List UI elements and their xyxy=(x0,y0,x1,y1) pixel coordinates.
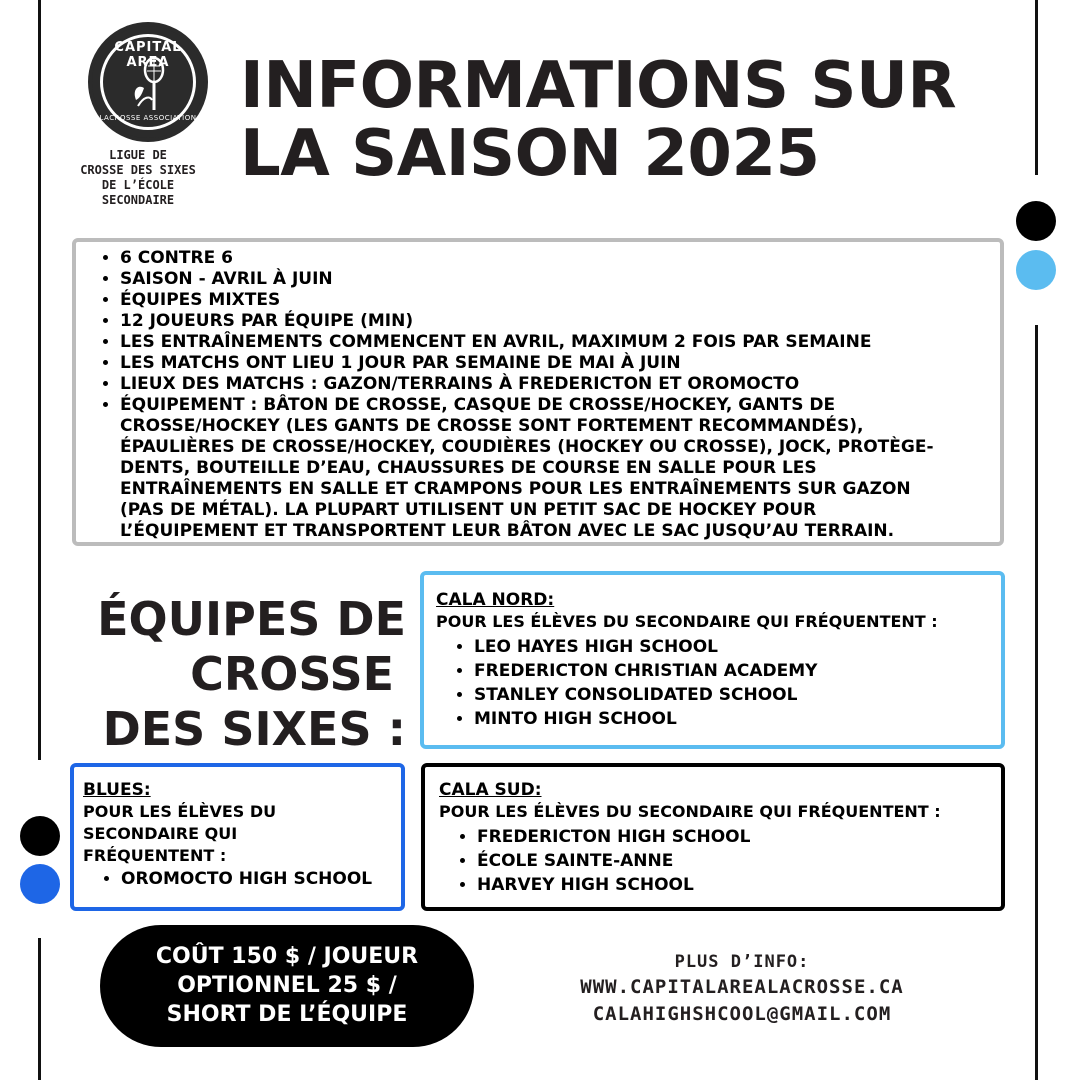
logo-caption-line: CROSSE DES SIXES xyxy=(80,163,196,177)
right-blue-dot xyxy=(1016,250,1056,290)
association-logo xyxy=(88,22,208,142)
logo-caption-line: LIGUE DE xyxy=(109,148,167,162)
school-list xyxy=(83,867,401,891)
teams-heading-line: DES SIXES : xyxy=(102,702,406,756)
school-list xyxy=(436,635,1001,731)
cost-line: SHORT DE L’ÉQUIPE xyxy=(166,1002,408,1027)
school-item: • FREDERICTON CHRISTIAN ACADEMY xyxy=(474,659,1001,683)
school-list xyxy=(439,825,1001,897)
school-item: • ÉCOLE SAINTE-ANNE xyxy=(477,849,1001,873)
season-info-box xyxy=(72,238,1004,546)
team-box-blues xyxy=(70,763,405,911)
info-item: • SAISON - AVRIL À JUIN xyxy=(120,269,1000,290)
team-title: CALA NORD: xyxy=(436,590,555,610)
left-black-dot xyxy=(20,816,60,856)
right-border-line-top xyxy=(1035,0,1038,175)
teams-heading xyxy=(96,592,406,757)
logo-caption-line: DE L’ÉCOLE xyxy=(101,178,175,192)
left-border-line-bottom xyxy=(38,938,41,1080)
team-title: BLUES: xyxy=(83,780,151,800)
info-item: • LES ENTRAÎNEMENTS COMMENCENT EN AVRIL, MAXIMUM 2 FOIS PAR SEMAINE xyxy=(120,332,1000,353)
teams-heading-line: CROSSE xyxy=(190,647,394,701)
logo-caption-line: SECONDAIRE xyxy=(101,193,175,207)
page-title xyxy=(240,49,957,191)
page-title-line-2: LA SAISON 2025 xyxy=(240,117,820,191)
team-description: POUR LES ÉLÈVES DU SECONDAIRE QUI FRÉQUENTENT : xyxy=(439,802,941,821)
info-item: • 12 JOUEURS PAR ÉQUIPE (MIN) xyxy=(120,311,1000,332)
team-title: CALA SUD: xyxy=(439,780,542,800)
lacrosse-stick-icon xyxy=(128,56,176,112)
school-item: • OROMOCTO HIGH SCHOOL xyxy=(121,867,401,891)
team-description: POUR LES ÉLÈVES DU SECONDAIRE QUI FRÉQUENTENT : xyxy=(436,612,938,631)
info-item: • LIEUX DES MATCHS : GAZON/TERRAINS À FREDERICTON ET OROMOCTO xyxy=(120,374,1000,395)
logo-name: CAPITAL AREA xyxy=(114,40,182,70)
left-border-line-top xyxy=(38,0,41,760)
contact-label: PLUS D’INFO: xyxy=(674,952,810,972)
info-item: • LES MATCHS ONT LIEU 1 JOUR PAR SEMAINE DE MAI À JUIN xyxy=(120,353,1000,374)
season-info-list xyxy=(76,242,1000,542)
info-item: • ÉQUIPES MIXTES xyxy=(120,290,1000,311)
school-item: • HARVEY HIGH SCHOOL xyxy=(477,873,1001,897)
team-box-cala-nord xyxy=(420,571,1005,749)
team-box-cala-sud xyxy=(421,763,1005,911)
logo-subtitle: LACROSSE ASSOCIATION xyxy=(99,114,197,122)
email-link[interactable]: CALAHIGHSHCOOL@GMAIL.COM xyxy=(592,1003,892,1025)
left-blue-dot xyxy=(20,864,60,904)
teams-heading-line: ÉQUIPES DE xyxy=(97,592,406,646)
school-item: • STANLEY CONSOLIDATED SCHOOL xyxy=(474,683,1001,707)
school-item: • MINTO HIGH SCHOOL xyxy=(474,707,1001,731)
contact-info xyxy=(520,950,964,1028)
cost-badge xyxy=(100,925,474,1047)
team-description-line: FRÉQUENTENT : xyxy=(83,846,227,865)
right-border-line-bottom xyxy=(1035,325,1038,1080)
school-item: • FREDERICTON HIGH SCHOOL xyxy=(477,825,1001,849)
website-link[interactable]: WWW.CAPITALAREALACROSSE.CA xyxy=(580,976,904,998)
school-item: • LEO HAYES HIGH SCHOOL xyxy=(474,635,1001,659)
cost-line: COÛT 150 $ / JOUEUR xyxy=(155,944,419,969)
logo-caption xyxy=(76,148,200,208)
team-description-line: POUR LES ÉLÈVES DU xyxy=(83,802,277,821)
page-title-line-1: INFORMATIONS SUR xyxy=(240,49,957,123)
right-black-dot xyxy=(1016,201,1056,241)
info-item-equipment: • ÉQUIPEMENT : BÂTON DE CROSSE, CASQUE DE CROSSE/HOCKEY, GANTS DE CROSSE/HOCKEY (LES GANTS DE CROSSE SONT FORTEMENT RECOMMANDÉS), ÉPAULIÈRES DE CROSSE/HOCKEY, COUDIÈRES (HOCKEY OU CROSSE), JOCK, PROTÈGE-DENTS, BOUTEILLE D’EAU, CHAUSSURES DE COURSE EN SALLE POUR LES ENTRAÎNEMENTS EN SALLE ET CRAMPONS POUR LES ENTRAÎNEMENTS SUR GAZON (PAS DE MÉTAL). LA PLUPART UTILISENT UN PETIT SAC DE HOCKEY POUR L’ÉQUIPEMENT ET TRANSPORTENT LEUR BÂTON AVEC LE SAC JUSQU’AU TERRAIN. xyxy=(120,395,1000,542)
info-item: • 6 CONTRE 6 xyxy=(120,248,1000,269)
cost-line: OPTIONNEL 25 $ / xyxy=(177,973,397,998)
team-description-line: SECONDAIRE QUI xyxy=(83,824,238,843)
